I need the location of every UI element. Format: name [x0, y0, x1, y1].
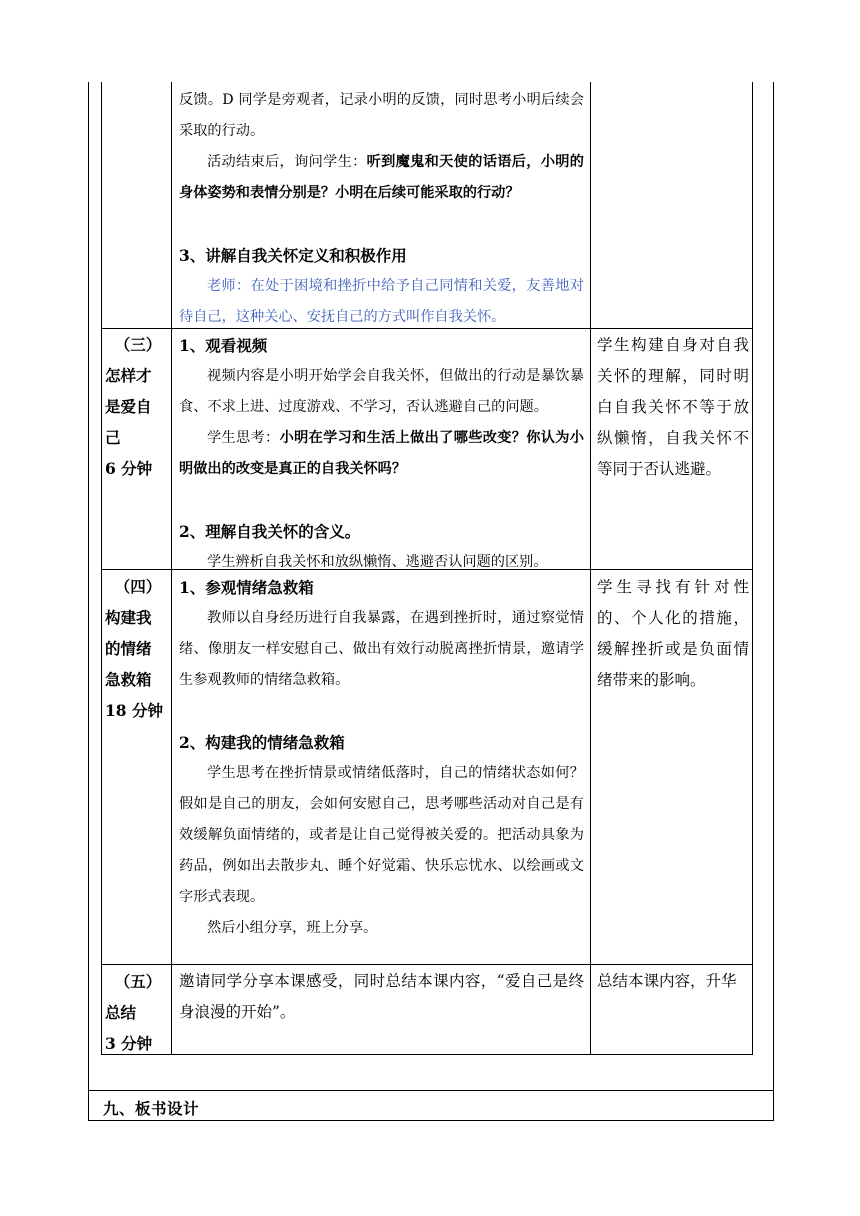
activity-text: 学生思考在挫折情景或情绪低落时，自己的情绪状态如何？假如是自己的朋友，会如何安慰自己，思考哪些活动对自己是有效缓解负面情绪的，或者是让自己觉得被关爱的。把活动具象为药品，例如出去散步丸、睡个好觉霜、快乐忘忧水、以绘画或文字形式表现。 — [179, 765, 584, 905]
stage-title: 的情绪 — [105, 639, 152, 658]
activity-cell — [171, 85, 590, 333]
activity-text: 教师以自身经历进行自我暴露，在遇到挫折时，通过察觉情绪、像朋友一样安慰自己、做出有效行动脱离挫折情景，邀请学生参观教师的情绪急救箱。 — [179, 610, 584, 688]
stage-title: 构建我 — [105, 608, 152, 627]
table-border-bottom — [101, 1054, 753, 1055]
question-bold: 听到魔鬼和天使的话语后，小明的身体姿势和表情分别是？小明在后续可能采取的行动？ — [179, 154, 584, 201]
stage-title: 总结 — [105, 1003, 137, 1022]
lesson-table — [101, 82, 753, 1055]
stage-title: 己 — [105, 428, 121, 447]
stage-cell — [101, 966, 171, 1059]
stage-title: 怎样才 — [105, 366, 152, 385]
activity-cell — [171, 966, 590, 1028]
step-heading: 2、理解自我关怀的含义。 — [179, 522, 361, 541]
stage-duration: 3 分钟 — [105, 1034, 153, 1053]
activity-text: 然后小组分享，班上分享。 — [207, 920, 378, 936]
summary-text: 邀请同学分享本课感受，同时总结本课内容，“爱自己是终身浪漫的开始”。 — [179, 972, 584, 1021]
activity-question — [179, 423, 584, 485]
stage-cell — [101, 571, 171, 726]
stage-duration: 6 分钟 — [105, 459, 153, 478]
design-intent-text: 总结本课内容，升华 — [597, 972, 737, 990]
row-divider — [101, 964, 753, 965]
section-title: 九、板书设计 — [103, 1099, 200, 1118]
question-prefix: 学生思考： — [207, 430, 280, 446]
teacher-definition: 老师：在处于困境和挫折中给予自己同情和关爱，友善地对待自己，这种关心、安抚自己的方式叫作自我关怀。 — [179, 278, 584, 325]
activity-text: 视频内容是小明开始学会自我关怀，但做出的行动是暴饮暴食、不求上进、过度游戏、不学习，否认逃避自己的问题。 — [179, 368, 584, 415]
design-intent-cell — [590, 966, 753, 997]
design-intent-text: 学生构建自身对自我关怀的理解，同时明白自我关怀不等于放纵懒惰，自我关怀不等同于否认逃避。 — [597, 336, 749, 478]
activity-cell — [171, 572, 590, 944]
design-intent-cell — [590, 572, 753, 696]
board-design-row — [88, 1091, 774, 1121]
step-heading: 3、讲解自我关怀定义和积极作用 — [179, 246, 407, 265]
design-intent-text: 学生寻找有针对性的、个人化的措施，缓解挫折或是负面情绪带来的影响。 — [597, 578, 749, 689]
activity-cell — [171, 330, 590, 578]
stage-number: （五） — [114, 972, 162, 991]
question-prefix: 活动结束后，询问学生： — [207, 154, 367, 170]
activity-question — [179, 147, 584, 209]
step-heading: 1、观看视频 — [179, 336, 268, 355]
activity-text: 反馈。D 同学是旁观者，记录小明的反馈，同时思考小明后续会采取的行动。 — [179, 92, 584, 139]
stage-title: 是爱自 — [105, 397, 152, 416]
activity-text: 学生辨析自我关怀和放纵懒惰、逃避否认问题的区别。 — [207, 554, 548, 570]
stage-title: 急救箱 — [105, 670, 152, 689]
question-bold: 小明在学习和生活上做出了哪些改变？你认为小明做出的改变是真正的自我关怀吗？ — [179, 430, 584, 477]
stage-duration: 18 分钟 — [105, 701, 163, 720]
stage-number: （三） — [114, 335, 162, 354]
design-intent-cell — [590, 330, 753, 485]
stage-cell — [101, 329, 171, 484]
step-heading: 1、参观情绪急救箱 — [179, 578, 314, 597]
step-heading: 2、构建我的情绪急救箱 — [179, 733, 345, 752]
stage-number: （四） — [114, 577, 162, 596]
